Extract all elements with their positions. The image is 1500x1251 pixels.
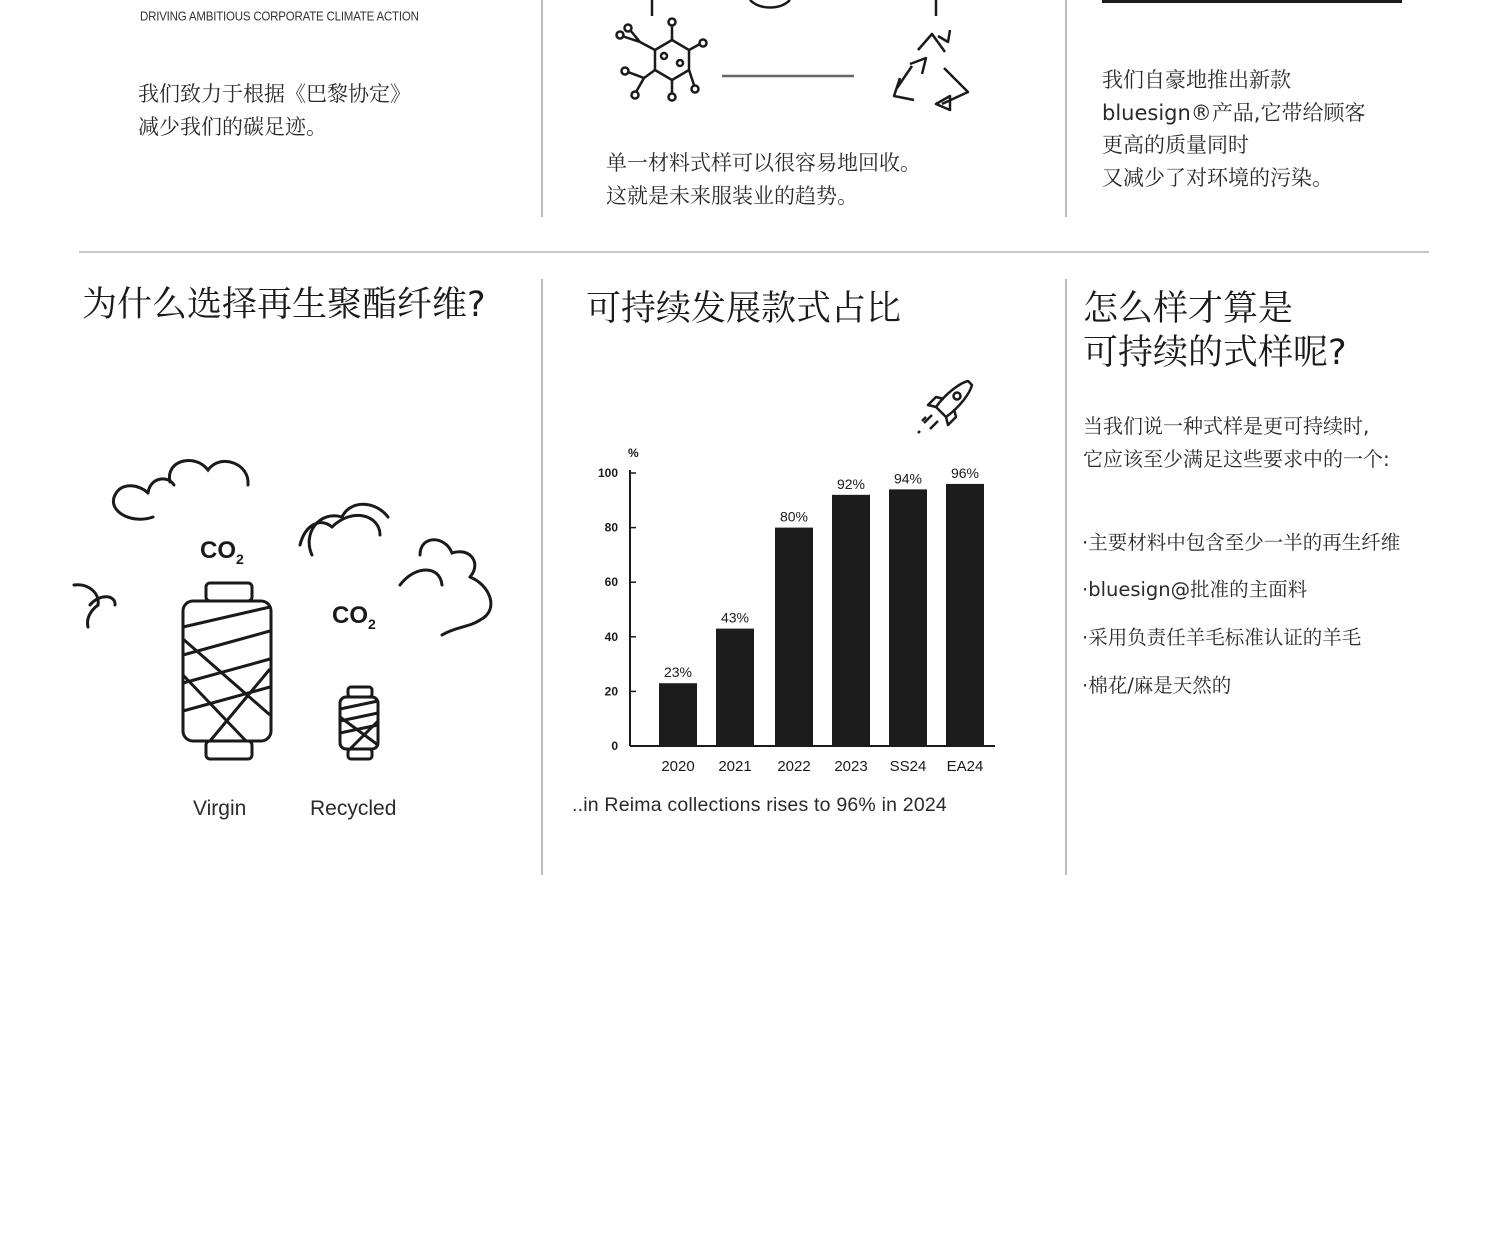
bar-data-label: 23% <box>663 664 693 681</box>
column-divider-right-bottom <box>1065 279 1067 875</box>
y-tick-label: 80 <box>604 520 618 535</box>
column-divider-right-top <box>1065 0 1067 217</box>
criteria-item-rws-wool: ·采用负责任羊毛标准认证的羊毛 <box>1082 626 1362 649</box>
recycled-thread-spool-icon <box>340 687 378 759</box>
co2-label-recycled: $CO_2$ <box>332 602 376 632</box>
bar-2020 <box>659 683 697 746</box>
recycled-label: Recycled <box>310 797 397 820</box>
recycled-polyester-title: 为什么选择再生聚酯纤维? <box>82 285 486 325</box>
bar-2021 <box>716 629 754 746</box>
bar-2022 <box>775 528 813 746</box>
bar-data-label: 96% <box>950 464 980 481</box>
column-divider-left-bottom <box>541 279 543 875</box>
co2-label-virgin: $CO_2$ <box>200 537 244 567</box>
bar-data-label: 94% <box>893 470 923 487</box>
virgin-label: Virgin <box>193 797 247 820</box>
bar-data-label: 43% <box>720 609 750 626</box>
x-tick-label: SS24 <box>889 758 927 775</box>
virgin-thread-spool-icon <box>183 583 271 759</box>
criteria-item-recycled-fiber: ·主要材料中包含至少一半的再生纤维 <box>1082 531 1401 554</box>
recycle-icon <box>894 30 968 110</box>
x-tick-label: 2021 <box>718 758 752 775</box>
y-tick-label: 60 <box>604 575 618 590</box>
sustainable-share-bar-chart <box>585 440 1005 785</box>
y-tick-label: 100 <box>597 466 618 480</box>
mono-material-illustration <box>600 0 1000 130</box>
y-tick-label: 40 <box>604 629 618 644</box>
y-tick-label: 20 <box>604 684 618 699</box>
sustainable-share-title: 可持续发展款式占比 <box>586 289 902 329</box>
criteria-item-bluesign: ·bluesign@批准的主面料 <box>1082 578 1308 601</box>
paris-agreement-text: 我们致力于根据《巴黎协定》 减少我们的碳足迹。 <box>138 82 411 139</box>
bar-ss24 <box>889 489 927 746</box>
x-tick-label: 2023 <box>834 758 868 775</box>
bluesign-product-text: 我们自豪地推出新款 bluesign®产品,它带给顾客 更高的质量同时 又减少了对环境的污染。 <box>1102 68 1366 190</box>
x-tick-label: EA24 <box>946 758 984 775</box>
cloud-icon <box>74 461 491 635</box>
bar-data-label: 92% <box>836 475 866 492</box>
molecule-icon <box>617 0 937 101</box>
sbti-tagline: DRIVING AMBITIOUS CORPORATE CLIMATE ACTION <box>140 10 419 24</box>
row-divider <box>79 251 1429 253</box>
bluesign-logo-bar <box>1102 0 1402 3</box>
x-tick-label: 2020 <box>661 758 695 775</box>
criteria-intro-text: 当我们说一种式样是更可持续时, 它应该至少满足这些要求中的一个: <box>1083 414 1390 471</box>
co2-thread-illustration <box>70 455 510 765</box>
column-divider-left-top <box>541 0 543 217</box>
chart-caption: ..in Reima collections rises to 96% in 2024 <box>572 794 947 816</box>
bar-data-label: 80% <box>779 508 809 525</box>
bar-2023 <box>832 495 870 746</box>
y-tick-label: 0 <box>611 739 618 753</box>
y-axis-unit-label: % <box>628 446 639 460</box>
rocket-icon <box>910 375 980 445</box>
x-tick-label: 2022 <box>777 758 811 775</box>
bar-ea24 <box>946 484 984 746</box>
sustainable-criteria-title: 怎么样才算是 可持续的式样呢? <box>1083 289 1347 373</box>
mono-material-text: 单一材料式样可以很容易地回收。 这就是未来服装业的趋势。 <box>606 151 921 208</box>
criteria-item-natural-cotton-hemp: ·棉花/麻是天然的 <box>1082 674 1232 697</box>
